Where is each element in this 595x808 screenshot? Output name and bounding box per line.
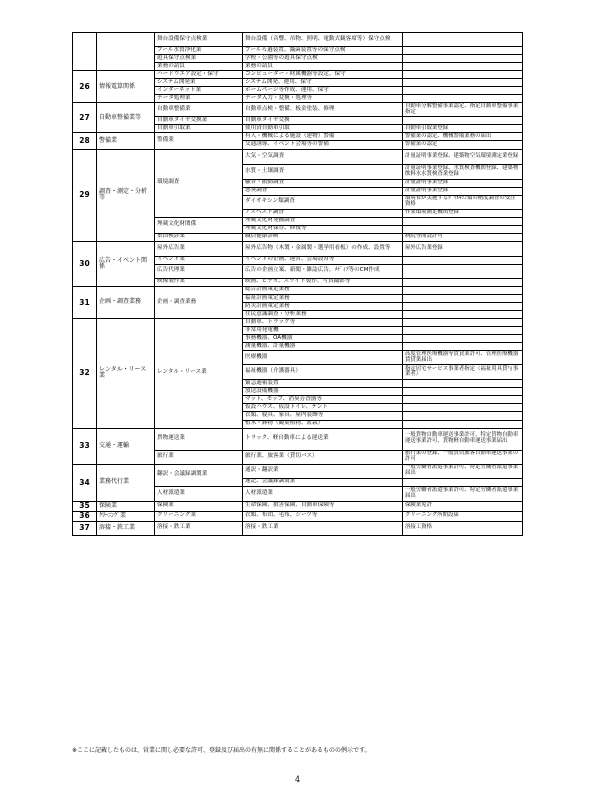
- row-business-cell: 埋蔵文化財関係: [155, 217, 243, 233]
- table-row: [73, 103, 523, 117]
- row-license-cell: 計量証明事業登録: [403, 179, 523, 187]
- table-row: [73, 241, 523, 256]
- footnote: ※ここに記載したものは、営業に関し必要な許可、登録及び届出の有無に関係することがあるものの例示です。: [72, 747, 371, 754]
- row-license-cell: [403, 47, 523, 55]
- row-license-cell: [403, 79, 523, 87]
- row-detail-cell: 埋蔵文化財保存、修復等: [243, 225, 403, 233]
- row-business-cell: 自動車引取業: [155, 125, 243, 133]
- row-detail-cell: 防災計画策定業務: [243, 302, 403, 310]
- row-license-cell: [403, 343, 523, 351]
- table-row: [73, 521, 523, 535]
- page-number: 4: [294, 775, 301, 784]
- row-license-cell: [403, 87, 523, 95]
- row-license-cell: 作業環境測定機関登録: [403, 209, 523, 217]
- license-table-body: [73, 33, 523, 536]
- row-no-cell: 36: [73, 511, 97, 521]
- row-detail-cell: 映画、ビデオ、スライド製作、写真撮影等: [243, 278, 403, 286]
- row-category-cell: 警備業: [97, 133, 155, 149]
- row-license-cell: 旅行業の登録、一般貸切旅客自動車運送事業の許可: [403, 450, 523, 464]
- row-no-cell: 26: [73, 71, 97, 103]
- row-detail-cell: 通訳・翻訳業: [243, 464, 403, 478]
- row-detail-cell: 住民意識調査・分析業務: [243, 311, 403, 319]
- row-business-cell: 遊具保守点検業: [155, 55, 243, 63]
- row-license-cell: クリーニング所開設届: [403, 511, 523, 521]
- row-business-cell: クリーニング業: [155, 511, 243, 521]
- license-table-sheet: [72, 32, 522, 536]
- row-detail-cell: データ入力・変換・処理等: [243, 95, 403, 103]
- row-detail-cell: 衣類、寝具、家具、屋内装飾等: [243, 412, 403, 420]
- row-detail-cell: 測量機器、計量機器: [243, 343, 403, 351]
- row-detail-cell: トラック、軽自動車による運送業: [243, 428, 403, 450]
- row-business-cell: 旅行業: [155, 450, 243, 464]
- row-no-cell: 32: [73, 319, 97, 428]
- row-category-cell: 広告・イベント関係: [97, 241, 155, 286]
- row-license-cell: 溶接工資格: [403, 521, 523, 535]
- row-detail-cell: 騒音・振動調査: [243, 179, 403, 187]
- row-detail-cell: 衣類、布団、毛布、シーツ等: [243, 511, 403, 521]
- row-detail-cell: 緊急通報装置: [243, 380, 403, 388]
- row-detail-cell: 有人・機械による施設（建物）警備: [243, 133, 403, 141]
- row-no-cell: 31: [73, 286, 97, 318]
- row-detail-cell: 埋蔵文化財発掘調査: [243, 217, 403, 225]
- row-license-cell: [403, 380, 523, 388]
- row-detail-cell: 屋外広告物（木製・金属製・選挙用看板）の作成、設置等: [243, 241, 403, 256]
- table-row: [73, 133, 523, 141]
- row-no-cell: 34: [73, 464, 97, 501]
- table-row: [73, 501, 523, 511]
- row-business-cell: 広告代理業: [155, 264, 243, 278]
- row-license-cell: [403, 117, 523, 125]
- row-license-cell: 高度管理医療機器等賃貸業許可、管理医療機器賃貸業届出: [403, 351, 523, 365]
- row-category-cell: 企画・調査業務: [97, 286, 155, 318]
- row-business-cell: プール水質浄化業: [155, 47, 243, 55]
- row-license-cell: [403, 217, 523, 225]
- row-license-cell: 屋外広告業登録: [403, 241, 523, 256]
- row-no-cell: 37: [73, 521, 97, 535]
- row-license-cell: [403, 396, 523, 404]
- row-license-cell: 自動車分解整備事業認定、指定自動車整備事業指定: [403, 103, 523, 117]
- row-no-cell: [73, 33, 97, 71]
- row-no-cell: 29: [73, 149, 97, 241]
- row-business-cell: 貨物運送業: [155, 428, 243, 450]
- row-category-cell: 調査・測定・分析等: [97, 149, 155, 241]
- row-detail-cell: イベントの企画、運営、会場設営等: [243, 256, 403, 264]
- row-business-cell: 企画・調査業務: [155, 286, 243, 318]
- row-no-cell: 27: [73, 103, 97, 133]
- row-category-cell: ｸﾘｰﾆﾝｸﾞ業: [97, 511, 155, 521]
- table-row: [73, 428, 523, 450]
- row-license-cell: 保険業免許: [403, 501, 523, 511]
- row-license-cell: 病院等開設許可: [403, 233, 523, 241]
- row-detail-cell: 自動車点検・整備、板金塗装、修理: [243, 103, 403, 117]
- row-business-cell: レンタル・リース業: [155, 319, 243, 428]
- row-detail-cell: 溶接・鉄工業: [243, 521, 403, 535]
- row-license-cell: [403, 335, 523, 343]
- row-license-cell: [403, 55, 523, 63]
- row-license-cell: 一般労働者派遣事業許可、特定労働者派遣事業届出: [403, 464, 523, 478]
- row-detail-cell: 職員健康診断: [243, 233, 403, 241]
- table-row: [73, 464, 523, 478]
- row-business-cell: データ処理業: [155, 95, 243, 103]
- row-license-cell: 環境省が実施するﾀﾞｲｵｷｼﾝ類の精度調査の受注資格: [403, 195, 523, 209]
- row-license-cell: [403, 286, 523, 294]
- row-license-cell: 一般労働者派遣事業許可、特定労働者派遣事業届出: [403, 486, 523, 501]
- row-detail-cell: 人材派遣業: [243, 486, 403, 501]
- row-license-cell: [403, 63, 523, 71]
- row-detail-cell: 仮設ハウス、仮設トイレ、テント: [243, 404, 403, 412]
- row-business-cell: 舞台設備保守点検業: [155, 33, 243, 47]
- row-detail-cell: 自動車タイヤ交換: [243, 117, 403, 125]
- row-detail-cell: 舞台設備（音響、吊物、照明、電動式観客席等）保守点検: [243, 33, 403, 47]
- row-detail-cell: 福祉機器（介護器具）: [243, 365, 403, 380]
- row-no-cell: 30: [73, 241, 97, 286]
- row-license-cell: [403, 71, 523, 79]
- row-license-cell: 警備業の認定: [403, 141, 523, 149]
- row-business-cell: 保険業: [155, 501, 243, 511]
- row-detail-cell: 学校・公園等の遊具保守点検: [243, 55, 403, 63]
- row-business-cell: インターネット業: [155, 87, 243, 95]
- row-category-cell: 溶接・鉄工業: [97, 521, 155, 535]
- row-license-cell: [403, 420, 523, 428]
- row-detail-cell: 植木・鉢物（観葉植物、盆栽）: [243, 420, 403, 428]
- row-business-cell: 集団検診業: [155, 233, 243, 241]
- row-license-cell: [403, 33, 523, 47]
- row-detail-cell: 放送設備機器: [243, 388, 403, 396]
- row-detail-cell: システム開発、運用、保守: [243, 79, 403, 87]
- row-detail-cell: 生命保険、損害保険、自動車保険等: [243, 501, 403, 511]
- row-detail-cell: プールろ過装置、滅菌装置等の保守点検: [243, 47, 403, 55]
- row-category-cell: 情報電算関係: [97, 71, 155, 103]
- row-detail-cell: 総合計画策定業務: [243, 286, 403, 294]
- row-category-cell: 業務代行業: [97, 464, 155, 501]
- row-detail-cell: 医療機器: [243, 351, 403, 365]
- row-category-cell: 保険業: [97, 501, 155, 511]
- row-detail-cell: 自動車、トラック等: [243, 319, 403, 327]
- row-category-cell: 自動車整備業等: [97, 103, 155, 133]
- row-license-cell: [403, 264, 523, 278]
- row-license-cell: 計量証明事業登録、水質検査機関登録、建築物飲料水水質検査業登録: [403, 164, 523, 179]
- row-no-cell: 28: [73, 133, 97, 149]
- row-business-cell: 人材派遣業: [155, 486, 243, 501]
- row-category-cell: 交通・運輸: [97, 428, 155, 464]
- row-license-cell: 一般貨物自動車運送事業許可、特定貨物自動車運送事業許可、貨物軽自動車運送事業届出: [403, 428, 523, 450]
- row-detail-cell: 事務機器、OA機器: [243, 335, 403, 343]
- row-license-cell: [403, 388, 523, 396]
- row-business-cell: ハードウエア設定・保守: [155, 71, 243, 79]
- row-business-cell: 映像製作業: [155, 278, 243, 286]
- row-business-cell: 業務の請負: [155, 63, 243, 71]
- row-license-cell: [403, 478, 523, 486]
- row-detail-cell: ダイオキシン類調査: [243, 195, 403, 209]
- row-detail-cell: 広告の企画立案、新聞・雑誌広告、ﾒﾃﾞｨｱ等のCM作成: [243, 264, 403, 278]
- row-detail-cell: マット、モップ、消臭芳香器等: [243, 396, 403, 404]
- row-no-cell: 35: [73, 501, 97, 511]
- row-license-cell: 計量証明事業登録: [403, 187, 523, 195]
- table-row: [73, 511, 523, 521]
- row-license-cell: [403, 319, 523, 327]
- row-detail-cell: ホームページ等作成、運用、保守: [243, 87, 403, 95]
- row-detail-cell: 大気・空気調査: [243, 149, 403, 164]
- row-detail-cell: コンピューター・財属機器等設定、保守: [243, 71, 403, 79]
- row-business-cell: 翻訳・会議録調製業: [155, 464, 243, 486]
- row-business-cell: システム開発業: [155, 79, 243, 87]
- row-category-cell: レンタル・リース業: [97, 319, 155, 428]
- table-row: [73, 286, 523, 294]
- row-license-cell: [403, 225, 523, 233]
- row-license-cell: [403, 278, 523, 286]
- row-license-cell: [403, 311, 523, 319]
- row-no-cell: 33: [73, 428, 97, 464]
- row-detail-cell: 使用済自動車引取: [243, 125, 403, 133]
- row-detail-cell: 福祉計画策定業務: [243, 294, 403, 302]
- row-license-cell: 計量証明事業登録、建築物空気環境測定業登録: [403, 149, 523, 164]
- table-row: [73, 33, 523, 47]
- row-license-cell: [403, 404, 523, 412]
- row-license-cell: 指定居宅サービス事業者指定（福祉用具貸与事業者）: [403, 365, 523, 380]
- row-business-cell: 自動車タイヤ交換業: [155, 117, 243, 125]
- row-detail-cell: 業務の請負: [243, 63, 403, 71]
- row-business-cell: イベント業: [155, 256, 243, 264]
- row-detail-cell: 交通誘導、イベント会場等の警備: [243, 141, 403, 149]
- row-business-cell: 溶接・鉄工業: [155, 521, 243, 535]
- row-license-cell: 警備業の認定、機械警備業務の届出: [403, 133, 523, 141]
- row-license-cell: [403, 294, 523, 302]
- row-business-cell: 屋外広告業: [155, 241, 243, 256]
- row-license-cell: 自動車引取業登録: [403, 125, 523, 133]
- row-license-cell: [403, 256, 523, 264]
- row-detail-cell: アスベスト調査: [243, 209, 403, 217]
- row-business-cell: 環境調査: [155, 149, 243, 217]
- row-detail-cell: 悪臭調査: [243, 187, 403, 195]
- row-license-cell: [403, 412, 523, 420]
- row-business-cell: 警備業: [155, 133, 243, 149]
- table-row: [73, 319, 523, 327]
- row-license-cell: [403, 327, 523, 335]
- row-category-cell: [97, 33, 155, 71]
- row-detail-cell: 旅行業、旅客業（貸切バス）: [243, 450, 403, 464]
- row-detail-cell: 水質・土壌調査: [243, 164, 403, 179]
- table-row: [73, 149, 523, 164]
- row-license-cell: [403, 302, 523, 310]
- row-business-cell: 自動車整備業: [155, 103, 243, 117]
- row-detail-cell: 速記、会議録調製業: [243, 478, 403, 486]
- row-license-cell: [403, 95, 523, 103]
- table-row: [73, 71, 523, 79]
- license-table: [72, 32, 523, 536]
- row-detail-cell: 非常用発電機: [243, 327, 403, 335]
